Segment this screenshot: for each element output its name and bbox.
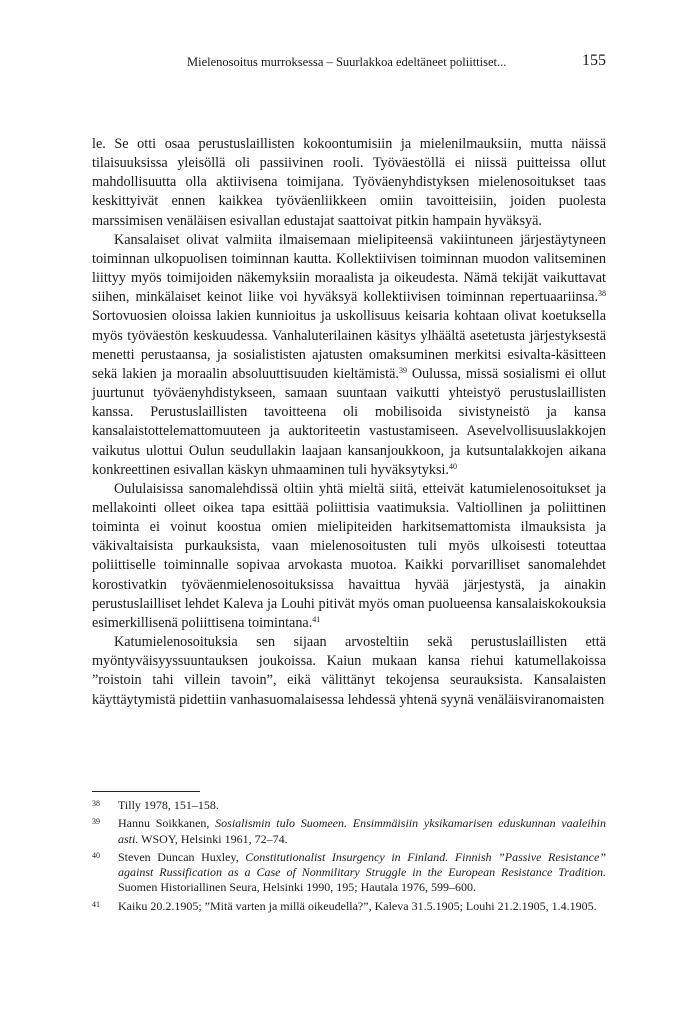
footnote-divider: [92, 791, 200, 792]
footnote-39: [92, 816, 606, 847]
paragraph-2-text-c: Oulussa, missä sosialismi ei ollut juurtunut työväenyhdistykseen, samaan suuntaan vaikutti yhteistyö perustuslaillisten kanssa. Perustuslaillisten tavoitteena oli mobilisoida sivistyneistö ja kansa kansalaistottelemattomuuteen ja auktoriteetin vastustamiseen. Asevelvollisuuslakkojen vaikutus ulottui Oulun seudullakin laajaan kansanjoukkoon, ja kutsuntalakkojen aikana konkreettinen esivallan käskyn uhmaaminen tuli hyväksytyksi.: [92, 365, 606, 478]
footnote-author: Steven Duncan Huxley,: [118, 849, 246, 864]
paragraph-4: [92, 633, 606, 710]
footnote-author: Hannu Soikkanen,: [118, 816, 216, 831]
footnotes: [92, 798, 606, 917]
paragraph-2-text-b: Sortovuosien oloissa lakien kunnioitus ja uskollisuus keisaria kohtaan olivat koetuksella myös työväestön keskuudessa. Vanhaluterilainen käsitys ylhäältä asetetusta järjestyksestä menetti perustaansa, ja sosialististen ajatusten omaksuminen merkitsi esivalta-käsitteen sekä lakien ja moraalin absoluuttisuuden kieltämistä.: [92, 308, 606, 382]
footnote-41: [92, 899, 606, 914]
paragraph-3-text: Oululaisissa sanomalehdissä oltiin yhtä mieltä siitä, etteivät katumielenosoitukset ja mellakointi olleet oikea tapa esittää poliittisia vaatimuksia. Valtiollinen ja poliittinen toiminta ei voinut koostua omien mielipiteiden harkitsemattomista ilmauksista ja väkivaltaisista purkauksista, vaan mielenosoitusten tuli myös ulkoisesti toteuttaa poliittiselle toiminnalle sopivaa arvokasta muotoa. Kaikki porvarilliset sanomalehdet korostivatkin työväenmielenosoituksissa havaittua hyvää järjestystä, ja ainakin perustuslailliset lehdet Kaleva ja Louhi pitivät myös oman puolueensa kansalaiskokouksia esimerkillisenä poliittisena toimintana.: [92, 480, 606, 631]
footnote-title: Sosialismin tulo Suomeen. Ensimmäisiin yksikamarisen eduskunnan vaaleihin asti.: [118, 816, 606, 846]
footnote-rest: Suomen Historiallinen Seura, Helsinki 1990, 195; Hautala 1976, 599–600.: [118, 880, 476, 895]
footnote-text: [118, 816, 606, 847]
footnote-ref-38[interactable]: 38: [598, 289, 606, 299]
body-text: [92, 135, 606, 710]
paragraph-1: [92, 135, 606, 231]
footnote-text: Kaiku 20.2.1905; ”Mitä varten ja millä oikeudella?”, Kaleva 31.5.1905; Louhi 21.2.1905, 1.4.1905.: [118, 898, 597, 913]
footnote-ref-39[interactable]: 39: [398, 365, 407, 375]
footnote-text: [118, 850, 606, 896]
footnote-number: 41: [92, 899, 100, 909]
running-header: [92, 52, 606, 74]
footnote-rest: WSOY, Helsinki 1961, 72–74.: [138, 831, 288, 846]
footnote-40: [92, 850, 606, 896]
footnote-ref-41[interactable]: 41: [312, 614, 321, 624]
footnote-number: 38: [92, 799, 100, 808]
footnote-text: Tilly 1978, 151–158.: [118, 798, 219, 812]
paragraph-4-text: Katumielenosoituksia sen sijaan arvosteltiin sekä perustuslaillisten että myöntyväisyyssuuntauksen joukoissa. Kaiun mukaan kansa riehui katumellakoissa ”roistoin tahi villein tavoin”, eikä välittänyt tekojensa seurauksista. Kansalaisten käyttäytymistä pidettiin vanhasuomalaisessa lehdessä yhtenä syynä venäläisviranomaisten: [92, 634, 606, 708]
footnote-38: [92, 798, 606, 813]
footnote-title: Constitutionalist Insurgency in Finland. Finnish ”Passive Resistance” against Russification as a Case of Nonmilitary Struggle in the European Resistance Tradition.: [118, 849, 606, 880]
paragraph-1-text: le. Se otti osaa perustuslaillisten kokoontumisiin ja mielenilmauksiin, mutta näissä tilaisuuksissa yleisöllä oli passiivinen rooli. Työväestöllä ei niissä puitteissa ollut mahdollisuutta olla aktiivisena toimijana. Työväenyhdistyksen mielenosoitukset taas keskittyivät ennen kaikkea työväenliikkeen omiin tavoitteisiin, joiden puolesta marssimisen venäläisen esivallan edustajat saattoivat pitkin hampain hyväksyä.: [92, 136, 606, 229]
paragraph-2-text-a: Kansalaiset olivat valmiita ilmaisemaan mielipiteensä vakiintuneen järjestäytyneen toiminnan ulkopuolisen toiminnan kautta. Kollektiivisen toiminnan muodon valitseminen liittyy myös toimijoiden näkemyksiin moraalista ja oikeudesta. Nämä tekijät vaikuttavat siihen, minkälaiset keinot liike voi hyväksyä kollektiivisen toiminnan repertuaariinsa.: [92, 231, 606, 306]
footnote-number: 39: [92, 817, 100, 827]
footnote-ref-40[interactable]: 40: [448, 461, 457, 471]
page-number: 155: [582, 52, 606, 69]
footnote-number: 40: [92, 850, 100, 860]
paragraph-3: [92, 480, 606, 633]
paragraph-2: [92, 231, 606, 480]
running-title: Mielenosoitus murroksessa – Suurlakkoa edeltäneet poliittiset...: [187, 55, 507, 69]
